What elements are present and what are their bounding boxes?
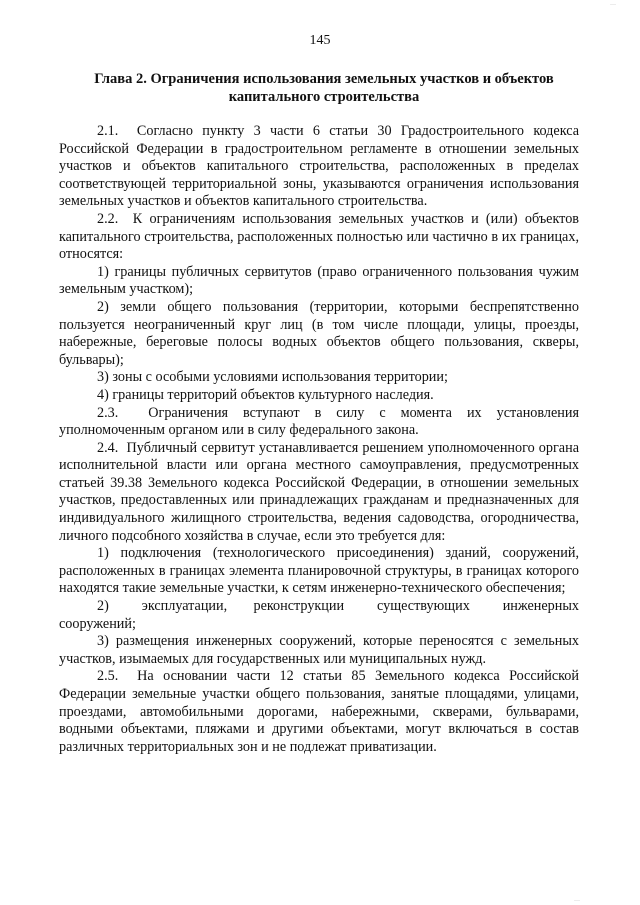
- body-text: [59, 123, 579, 756]
- paragraph-2-5: 2.5. На основании части 12 статьи 85 Земельного кодекса Российской Федерации земельные участки общего пользования, занятые площадями, улицами, проездами, автомобильными дорогами, набережными, скверами, бульварами, водными объектами, пляжами и другими объектами, могут включаться в состав различных территориальных зон и не подлежат приватизации.: [59, 668, 579, 755]
- paragraph-2-2: 2.2. К ограничениям использования земельных участков и (или) объектов капитального строительства, расположенных полностью или частично в их границах, относятся:: [59, 210, 579, 263]
- paragraph-2-4: 2.4. Публичный сервитут устанавливается решением уполномоченного органа исполнительной власти или органа местного самоуправления, предусмотренных статьей 39.38 Земельного кодекса Российской Федерации, в отношении земельных участков, предоставленных или принадлежащих гражданам и предназначенных для индивидуального жилищного строительства, ведения садоводства, огородничества, личного подсобного хозяйства в случае, если это требуется для:: [59, 439, 579, 544]
- list-item-2-4-3: 3) размещения инженерных сооружений, которые переносятся с земельных участков, изымаемых для государственных или муниципальных нужд.: [59, 633, 579, 667]
- list-item-2-4-2: 2) эксплуатации, реконструкции существующих инженерных сооружений;: [59, 598, 579, 632]
- paragraph-2-3: 2.3. Ограничения вступают в силу с момента их установления уполномоченным органом или в силу федерального закона.: [59, 404, 579, 439]
- scan-artifact-mark: …: [610, 0, 616, 7]
- paragraph-2-1: 2.1. Согласно пункту 3 части 6 статьи 30 Градостроительного кодекса Российской Федерации в градостроительном регламенте в отношении земельных участков и объектов капитального строительства, расположенных в пределах соответствующей территориальной зоны, указываются ограничения использования земельных участков и объектов капитального строительства.: [59, 123, 579, 210]
- scan-artifact-mark: …: [574, 896, 580, 903]
- list-item-2-2-2: 2) земли общего пользования (территории, которыми беспрепятственно пользуется неограниченный круг лиц (в том числе площади, улицы, проезды, набережные, береговые полосы водных объектов общего пользования, скверы, бульвары);: [59, 298, 579, 368]
- list-item-2-2-3: 3) зоны с особыми условиями использования территории;: [97, 369, 448, 386]
- list-item-2-2-1: 1) границы публичных сервитутов (право ограниченного пользования чужим земельным участком);: [59, 263, 579, 298]
- list-item-2-2-4: 4) границы территорий объектов культурного наследия.: [97, 386, 434, 403]
- chapter-title: Глава 2. Ограничения использования земельных участков и объектов капитального строительства: [94, 71, 554, 105]
- list-item-2-4-1: 1) подключения (технологического присоединения) зданий, сооружений, расположенных в границах элемента планировочной структуры, в границах которого находятся такие земельные участки, к сетям инженерно-технического обеспечения;: [59, 545, 579, 597]
- page-number: 145: [309, 33, 331, 48]
